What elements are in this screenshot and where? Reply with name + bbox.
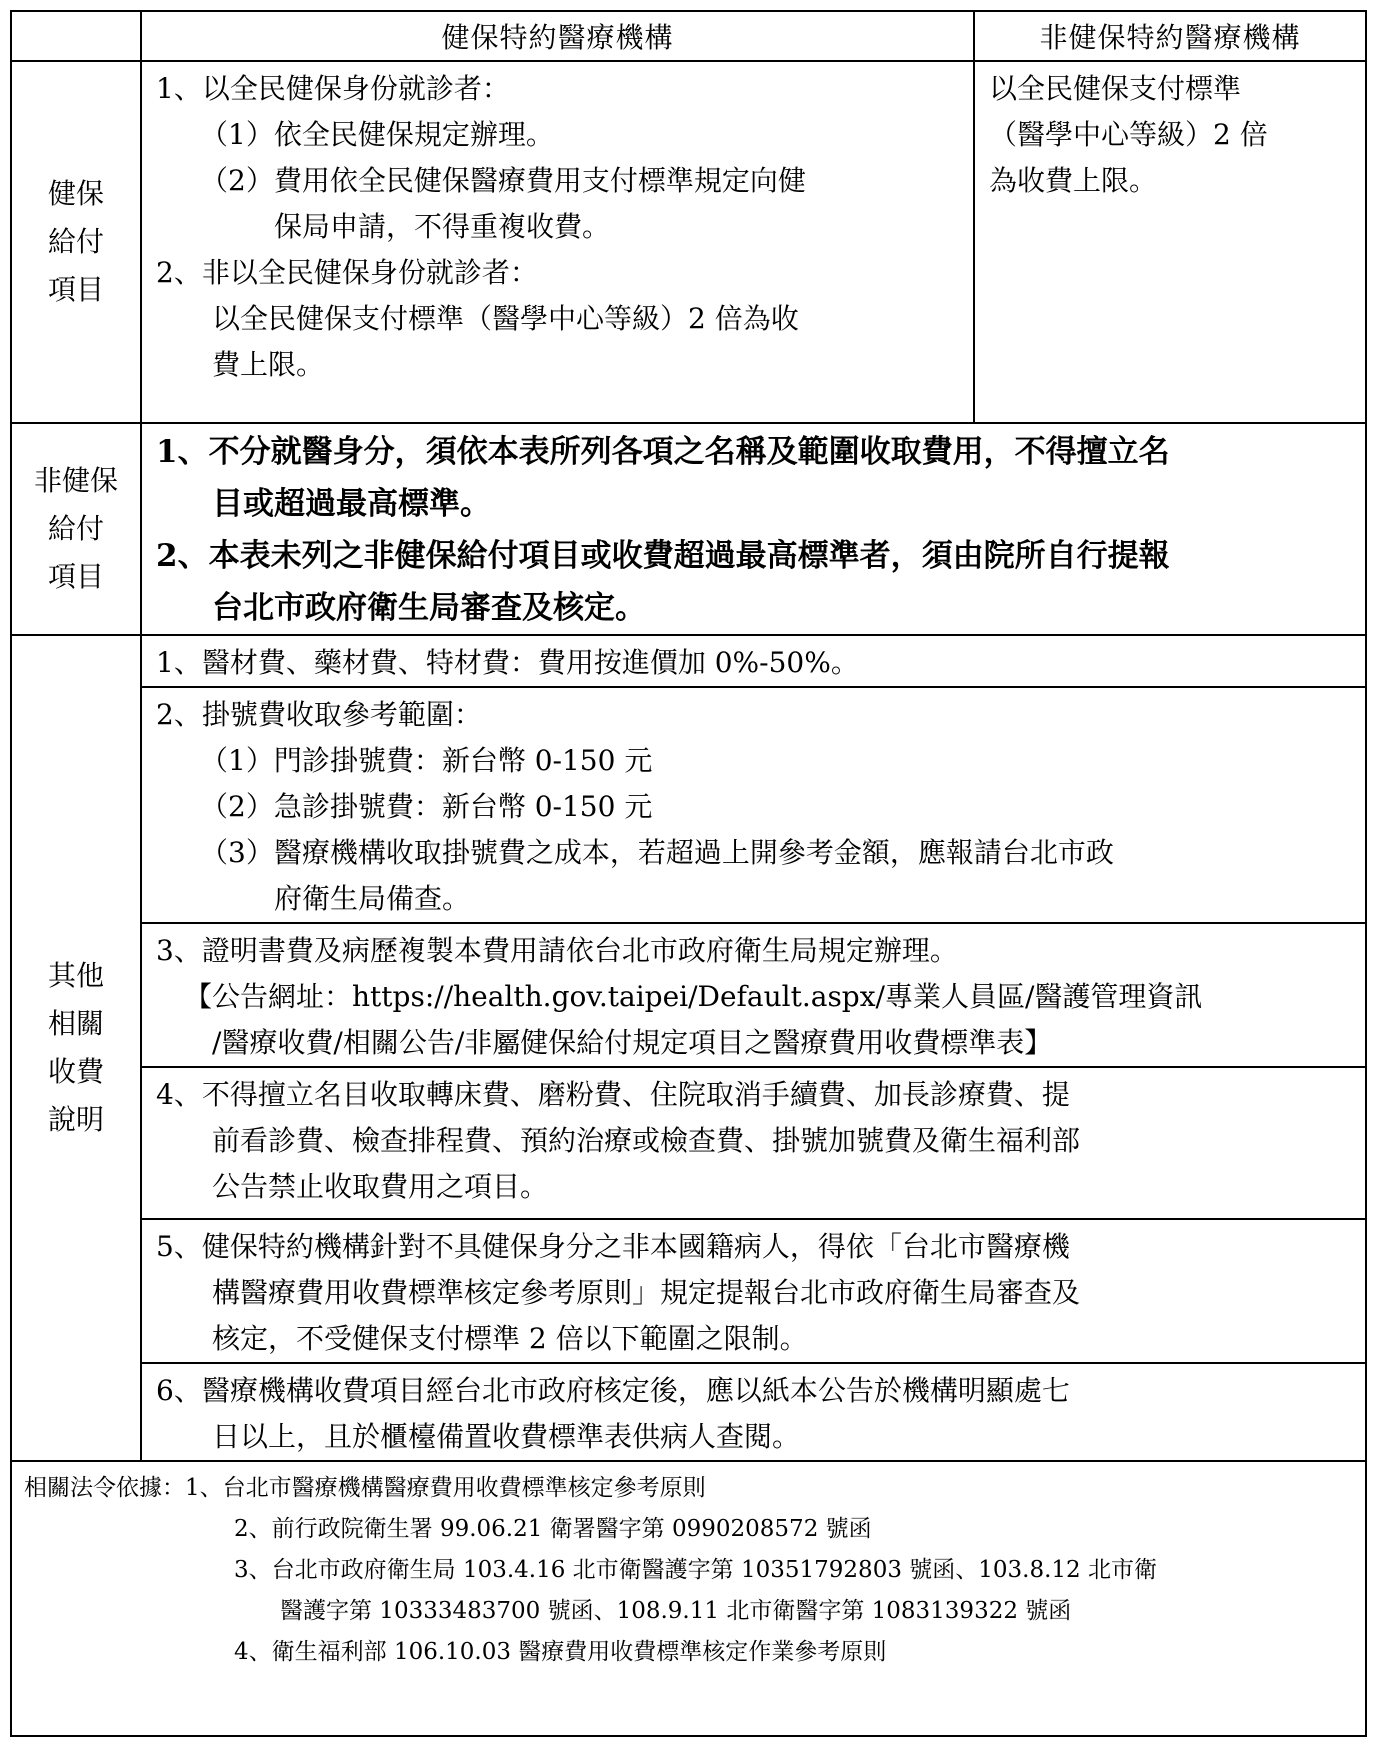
header-non-contracted: 非健保特約醫療機構 [974,11,1366,61]
header-corner-cell [11,11,141,61]
other-fee-row-2 [11,687,1366,923]
nhi-non-line: （醫學中心等級）2 倍 [989,118,1268,151]
non-nhi-line: 2、本表未列之非健保給付項目或收費超過最高標準者，須由院所自行提報 [156,538,1170,574]
other-fee-line: 2、掛號費收取參考範圍： [156,698,482,731]
other-fee-line: 核定，不受健保支付標準 2 倍以下範圍之限制。 [212,1322,808,1355]
legal-basis-line: 醫護字第 10333483700 號函、108.9.11 北市衛醫字第 1083139322 號函 [280,1598,1072,1624]
non-nhi-items-cell [141,423,1366,635]
other-fee-line: 4、不得擅立名目收取轉床費、磨粉費、住院取消手續費、加長診療費、提 [156,1078,1070,1111]
header-nhi-contracted: 健保特約醫療機構 [141,11,974,61]
other-fee-row-4 [11,1067,1366,1219]
other-fee-item-2 [141,687,1366,923]
nhi-contracted-cell [141,61,974,423]
nhi-line: 以全民健保支付標準（醫學中心等級）2 倍為收 [212,302,799,335]
other-fee-item-6 [141,1363,1366,1461]
other-fee-line: （1）門診掛號費：新台幣 0-150 元 [200,744,653,777]
nhi-non-line: 以全民健保支付標準 [989,72,1242,105]
announcement-url-line: /醫療收費/相關公告/非屬健保給付規定項目之醫療費用收費標準表】 [212,1026,1053,1059]
other-fee-line: 構醫療費用收費標準核定參考原則」規定提報台北市政府衛生局審查及 [212,1276,1081,1309]
nhi-non-line: 為收費上限。 [989,164,1158,197]
other-fee-item-1 [141,635,1366,687]
non-nhi-items-row [11,423,1366,635]
legal-basis-line: 3、台北市政府衛生局 103.4.16 北市衛醫護字第 10351792803 號函、103.8.12 北市衛 [234,1557,1157,1583]
other-fee-row-6 [11,1363,1366,1461]
announcement-url-line: 【公告網址：https://health.gov.taipei/Default.aspx/專業人員區/醫護管理資訊 [184,980,1203,1013]
nhi-line: （1）依全民健保規定辦理。 [200,118,554,151]
non-nhi-line: 1、不分就醫身分，須依本表所列各項之名稱及範圍收取費用，不得擅立名 [156,434,1170,470]
other-fees-label: 其他 相關 收費 說明 [11,635,141,1461]
legal-basis-line: 4、衛生福利部 106.10.03 醫療費用收費標準核定作業參考原則 [234,1639,887,1665]
fee-standard-table [10,10,1367,1737]
legal-basis-row [11,1461,1366,1736]
nhi-line: （2）費用依全民健保醫療費用支付標準規定向健 [200,164,806,197]
other-fee-line: 1、醫材費、藥材費、特材費：費用按進價加 0%-50%。 [156,646,859,679]
other-fee-item-5 [141,1219,1366,1363]
nhi-items-row [11,61,1366,423]
nhi-items-label: 健保 給付 項目 [11,61,141,423]
other-fee-row-1 [11,635,1366,687]
legal-basis-line: 2、前行政院衛生署 99.06.21 衛署醫字第 0990208572 號函 [234,1516,872,1542]
other-fee-line: （2）急診掛號費：新台幣 0-150 元 [200,790,653,823]
other-fee-item-3 [141,923,1366,1067]
nhi-line: 1、以全民健保身份就診者： [156,72,510,105]
non-nhi-items-label: 非健保 給付 項目 [11,423,141,635]
non-nhi-line: 目或超過最高標準。 [212,486,491,522]
header-row [11,11,1366,61]
other-fee-line: 公告禁止收取費用之項目。 [212,1170,549,1203]
other-fee-line: 府衛生局備查。 [274,882,471,915]
other-fee-row-5 [11,1219,1366,1363]
other-fee-line: 3、證明書費及病歷複製本費用請依台北市政府衛生局規定辦理。 [156,934,958,967]
nhi-line: 費上限。 [212,348,325,381]
other-fee-line: 前看診費、檢查排程費、預約治療或檢查費、掛號加號費及衛生福利部 [212,1124,1081,1157]
other-fee-line: 5、健保特約機構針對不具健保身分之非本國籍病人，得依「台北市醫療機 [156,1230,1070,1263]
non-nhi-line: 台北市政府衛生局審查及核定。 [212,590,646,626]
legal-basis-line: 相關法令依據：1、台北市醫療機構醫療費用收費標準核定參考原則 [24,1475,706,1501]
other-fee-item-4 [141,1067,1366,1219]
legal-basis-cell [11,1461,1366,1736]
nhi-line: 2、非以全民健保身份就診者： [156,256,538,289]
other-fee-line: （3）醫療機構收取掛號費之成本，若超過上開參考金額，應報請台北市政 [200,836,1114,869]
other-fee-line: 6、醫療機構收費項目經台北市政府核定後，應以紙本公告於機構明顯處七 [156,1374,1070,1407]
other-fee-line: 日以上，且於櫃檯備置收費標準表供病人查閱。 [212,1420,801,1453]
nhi-non-contracted-cell [974,61,1366,423]
nhi-line: 保局申請，不得重複收費。 [274,210,611,243]
other-fee-row-3 [11,923,1366,1067]
